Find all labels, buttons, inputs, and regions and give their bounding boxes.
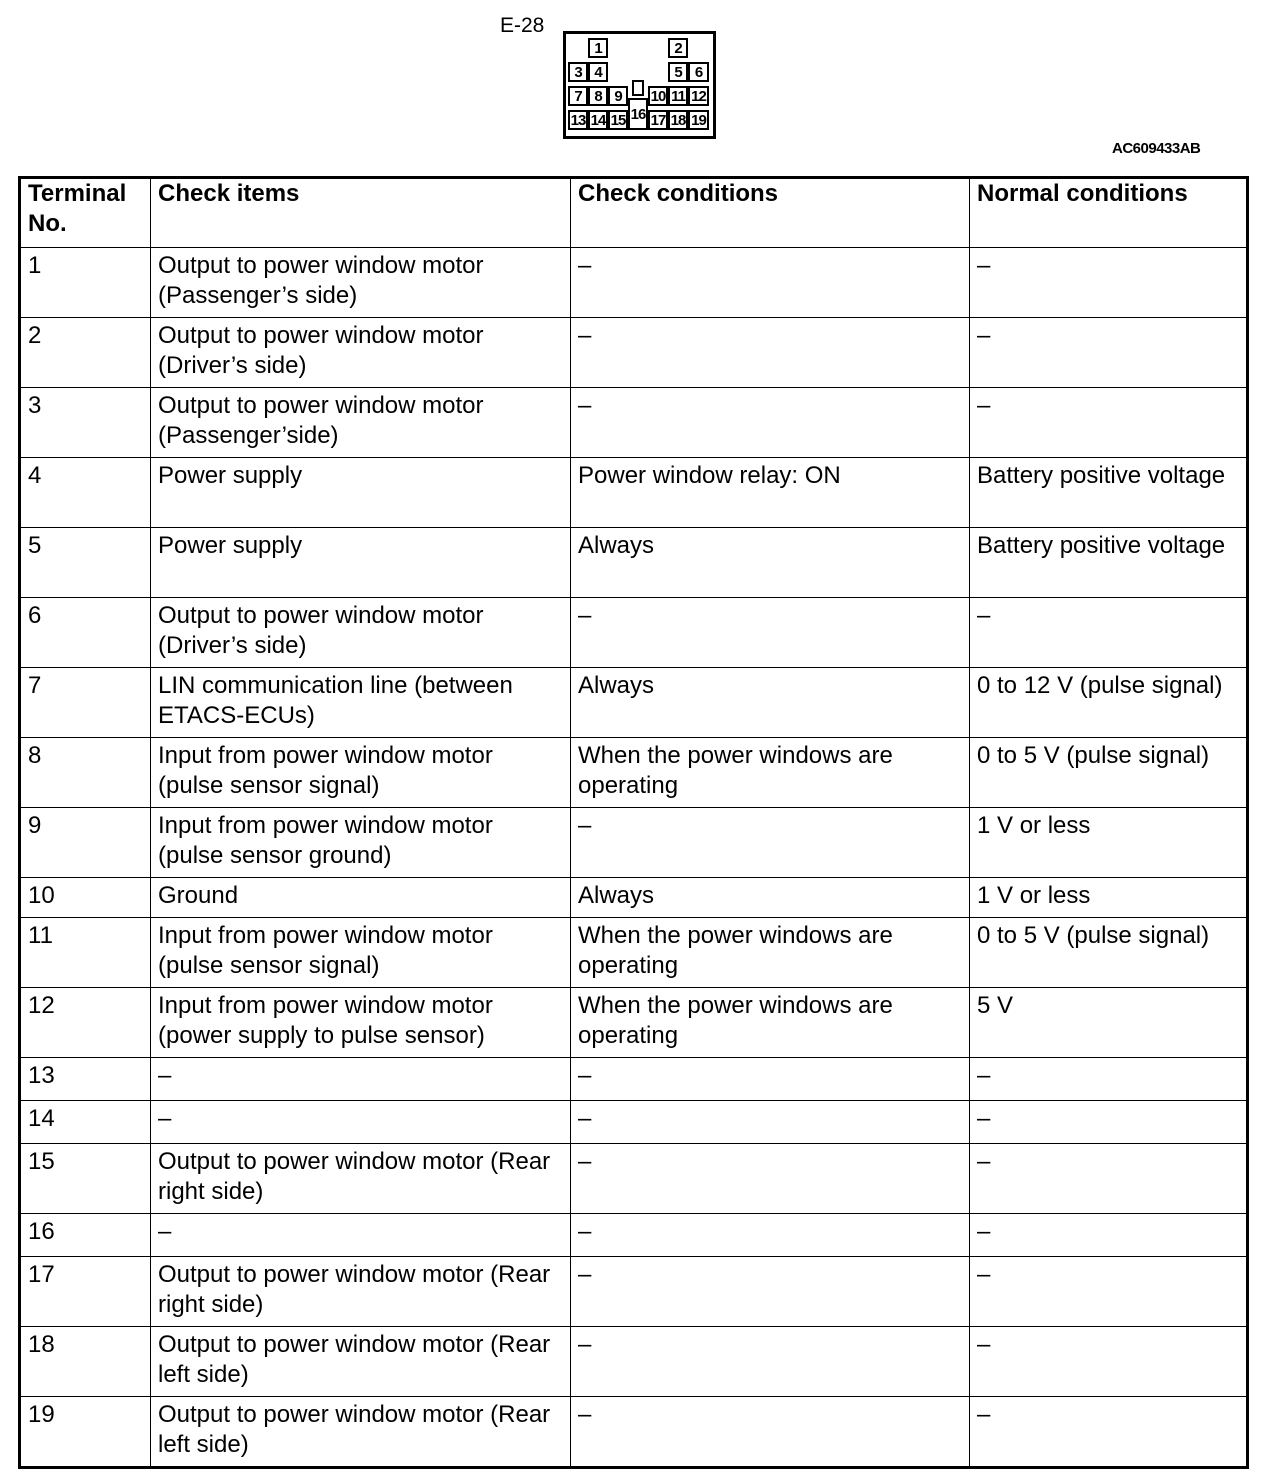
normal-condition-cell: – <box>970 1058 1248 1101</box>
connector-diagram <box>563 31 716 139</box>
table-row <box>20 668 1248 738</box>
connector-pin: 15 <box>608 110 628 130</box>
check-condition-cell: – <box>571 318 970 388</box>
check-item-cell: Output to power window motor (Rear right side) <box>151 1257 571 1327</box>
check-item-cell: Input from power window motor (power supply to pulse sensor) <box>151 988 571 1058</box>
terminal-no-cell: 18 <box>20 1327 151 1397</box>
connector-pin: 10 <box>648 86 668 106</box>
connector-pin: 8 <box>588 86 608 106</box>
connector-pin: 14 <box>588 110 608 130</box>
normal-condition-cell: – <box>970 388 1248 458</box>
connector-pin: 1 <box>588 38 608 58</box>
check-condition-cell: – <box>571 1058 970 1101</box>
normal-condition-cell: – <box>970 318 1248 388</box>
table-row <box>20 1144 1248 1214</box>
connector-pin: 17 <box>648 110 668 130</box>
check-item-cell: LIN communication line (between ETACS-ECUs) <box>151 668 571 738</box>
connector-pin: 5 <box>668 62 688 82</box>
terminal-no-cell: 8 <box>20 738 151 808</box>
normal-condition-cell: 0 to 5 V (pulse signal) <box>970 918 1248 988</box>
normal-condition-cell: 5 V <box>970 988 1248 1058</box>
table-row <box>20 598 1248 668</box>
check-condition-cell: When the power windows are operating <box>571 988 970 1058</box>
normal-condition-cell: – <box>970 1101 1248 1144</box>
table-row <box>20 1397 1248 1468</box>
table-row <box>20 1214 1248 1257</box>
check-condition-cell: Always <box>571 878 970 918</box>
table-row <box>20 808 1248 878</box>
connector-key <box>632 80 644 96</box>
connector-pin: 7 <box>568 86 588 106</box>
check-condition-cell: When the power windows are operating <box>571 738 970 808</box>
connector-pin: 13 <box>568 110 588 130</box>
check-item-cell: Output to power window motor (Rear left side) <box>151 1397 571 1468</box>
table-row <box>20 1101 1248 1144</box>
connector-pin: 9 <box>608 86 628 106</box>
check-item-cell: Power supply <box>151 458 571 528</box>
check-item-cell: Output to power window motor (Driver’s side) <box>151 318 571 388</box>
terminal-no-cell: 6 <box>20 598 151 668</box>
table-row <box>20 1257 1248 1327</box>
check-item-cell: Input from power window motor (pulse sensor signal) <box>151 918 571 988</box>
normal-condition-cell: Battery positive voltage <box>970 458 1248 528</box>
check-item-cell: Input from power window motor (pulse sensor signal) <box>151 738 571 808</box>
table-row <box>20 318 1248 388</box>
column-header-check-conditions: Check conditions <box>571 178 970 248</box>
terminal-no-cell: 11 <box>20 918 151 988</box>
table-row <box>20 988 1248 1058</box>
terminal-no-cell: 7 <box>20 668 151 738</box>
normal-condition-cell: – <box>970 598 1248 668</box>
check-condition-cell: – <box>571 1214 970 1257</box>
table-row <box>20 918 1248 988</box>
terminal-no-cell: 12 <box>20 988 151 1058</box>
terminal-no-cell: 13 <box>20 1058 151 1101</box>
terminal-no-cell: 15 <box>20 1144 151 1214</box>
normal-condition-cell: 1 V or less <box>970 808 1248 878</box>
normal-condition-cell: – <box>970 1397 1248 1468</box>
terminal-no-cell: 14 <box>20 1101 151 1144</box>
check-condition-cell: – <box>571 808 970 878</box>
normal-condition-cell: – <box>970 1214 1248 1257</box>
check-condition-cell: – <box>571 248 970 318</box>
normal-condition-cell: 0 to 5 V (pulse signal) <box>970 738 1248 808</box>
check-item-cell: Output to power window motor (Driver’s side) <box>151 598 571 668</box>
connector-pin: 4 <box>588 62 608 82</box>
connector-pin: 6 <box>688 62 709 82</box>
normal-condition-cell: – <box>970 248 1248 318</box>
terminal-no-cell: 16 <box>20 1214 151 1257</box>
check-condition-cell: Always <box>571 528 970 598</box>
column-header-normal-conditions: Normal conditions <box>970 178 1248 248</box>
check-condition-cell: – <box>571 1397 970 1468</box>
table-header-row <box>20 178 1248 248</box>
terminal-no-cell: 19 <box>20 1397 151 1468</box>
connector-pin: 18 <box>668 110 688 130</box>
terminal-no-cell: 2 <box>20 318 151 388</box>
normal-condition-cell: 1 V or less <box>970 878 1248 918</box>
check-condition-cell: When the power windows are operating <box>571 918 970 988</box>
connector-pin: 3 <box>568 62 588 82</box>
column-header-check-items: Check items <box>151 178 571 248</box>
normal-condition-cell: – <box>970 1144 1248 1214</box>
check-condition-cell: – <box>571 388 970 458</box>
terminal-check-table <box>18 176 1249 1469</box>
check-condition-cell: Power window relay: ON <box>571 458 970 528</box>
terminal-no-cell: 1 <box>20 248 151 318</box>
check-item-cell: Output to power window motor (Rear left side) <box>151 1327 571 1397</box>
table-row <box>20 738 1248 808</box>
column-header-terminal-no: Terminal No. <box>20 178 151 248</box>
check-condition-cell: – <box>571 1101 970 1144</box>
table-row <box>20 458 1248 528</box>
check-item-cell: Output to power window motor (Passenger’side) <box>151 388 571 458</box>
table-row <box>20 1327 1248 1397</box>
check-item-cell: – <box>151 1058 571 1101</box>
connector-label: E-28 <box>500 14 545 37</box>
check-item-cell: Power supply <box>151 528 571 598</box>
normal-condition-cell: – <box>970 1327 1248 1397</box>
check-item-cell: – <box>151 1214 571 1257</box>
table-row <box>20 878 1248 918</box>
terminal-no-cell: 17 <box>20 1257 151 1327</box>
terminal-no-cell: 10 <box>20 878 151 918</box>
connector-pin: 12 <box>688 86 709 106</box>
check-item-cell: Output to power window motor (Passenger’s side) <box>151 248 571 318</box>
check-item-cell: Input from power window motor (pulse sensor ground) <box>151 808 571 878</box>
check-item-cell: Ground <box>151 878 571 918</box>
table-row <box>20 248 1248 318</box>
normal-condition-cell: Battery positive voltage <box>970 528 1248 598</box>
connector-pin: 2 <box>668 38 688 58</box>
connector-pin: 16 <box>628 98 648 130</box>
terminal-no-cell: 9 <box>20 808 151 878</box>
check-condition-cell: – <box>571 1144 970 1214</box>
terminal-no-cell: 4 <box>20 458 151 528</box>
check-item-cell: Output to power window motor (Rear right side) <box>151 1144 571 1214</box>
terminal-no-cell: 3 <box>20 388 151 458</box>
normal-condition-cell: 0 to 12 V (pulse signal) <box>970 668 1248 738</box>
table-row <box>20 388 1248 458</box>
connector-pin: 19 <box>688 110 709 130</box>
check-condition-cell: – <box>571 598 970 668</box>
connector-pin: 11 <box>668 86 688 106</box>
check-condition-cell: – <box>571 1327 970 1397</box>
check-condition-cell: Always <box>571 668 970 738</box>
check-condition-cell: – <box>571 1257 970 1327</box>
table-row <box>20 528 1248 598</box>
figure-id: AC609433AB <box>1112 140 1201 157</box>
table-row <box>20 1058 1248 1101</box>
normal-condition-cell: – <box>970 1257 1248 1327</box>
check-item-cell: – <box>151 1101 571 1144</box>
terminal-no-cell: 5 <box>20 528 151 598</box>
